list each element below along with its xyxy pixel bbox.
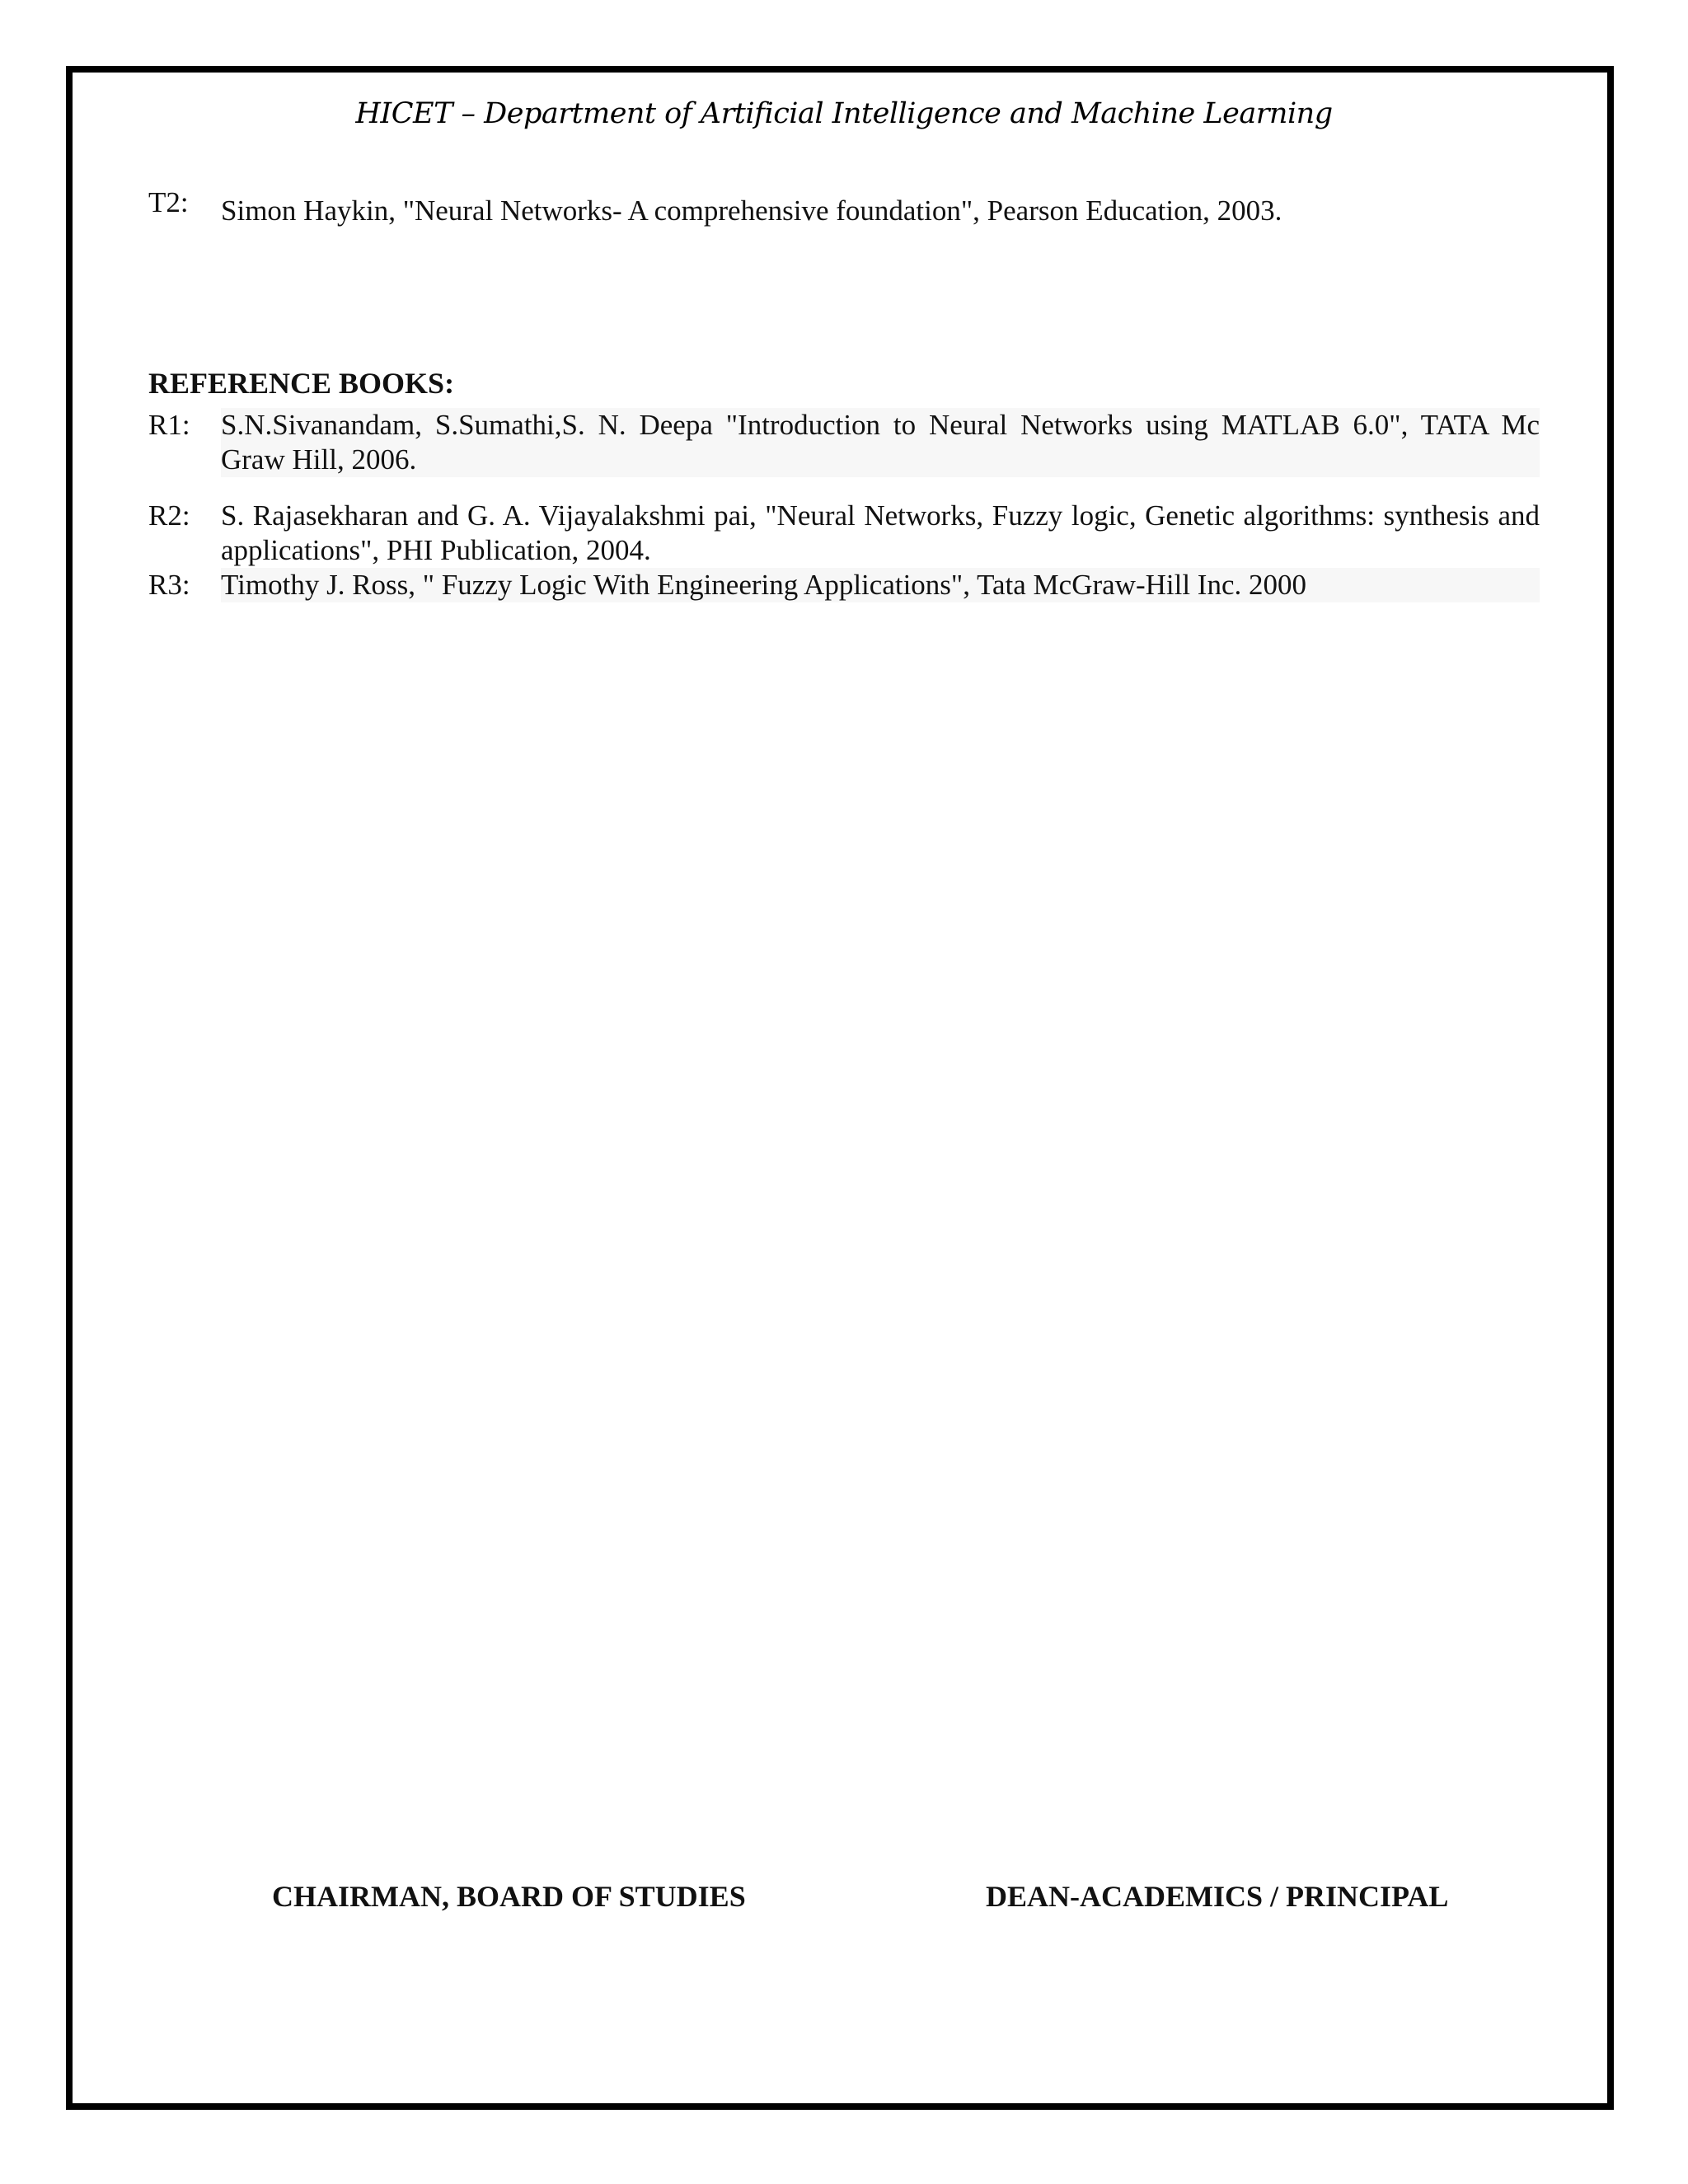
entry-code: T2: <box>148 186 189 218</box>
chairman-signature-label: CHAIRMAN, BOARD OF STUDIES <box>272 1880 746 1913</box>
entry-text: S.N.Sivanandam, S.Sumathi,S. N. Deepa "Introduction to Neural Networks using MATLAB 6.0", TATA Mc Graw Hill, 2006. <box>221 409 1540 476</box>
page-header: HICET – Department of Artificial Intelligence and Machine Learning <box>355 97 1333 130</box>
entry-code: R1: <box>148 409 190 441</box>
dean-signature-label: DEAN-ACADEMICS / PRINCIPAL <box>986 1880 1449 1913</box>
reference-books-heading: REFERENCE BOOKS: <box>148 367 455 400</box>
entry-text: Timothy J. Ross, " Fuzzy Logic With Engineering Applications", Tata McGraw-Hill Inc. 2000 <box>221 568 1540 602</box>
entry-code: R3: <box>148 569 190 601</box>
entry-text: Simon Haykin, "Neural Networks- A comprehensive foundation", Pearson Education, 2003. <box>221 194 1282 227</box>
entry-code: R2: <box>148 499 190 532</box>
entry-text: S. Rajasekharan and G. A. Vijayalakshmi pai, "Neural Networks, Fuzzy logic, Genetic algorithms: synthesis and applications", PHI Publication, 2004. <box>221 499 1540 566</box>
